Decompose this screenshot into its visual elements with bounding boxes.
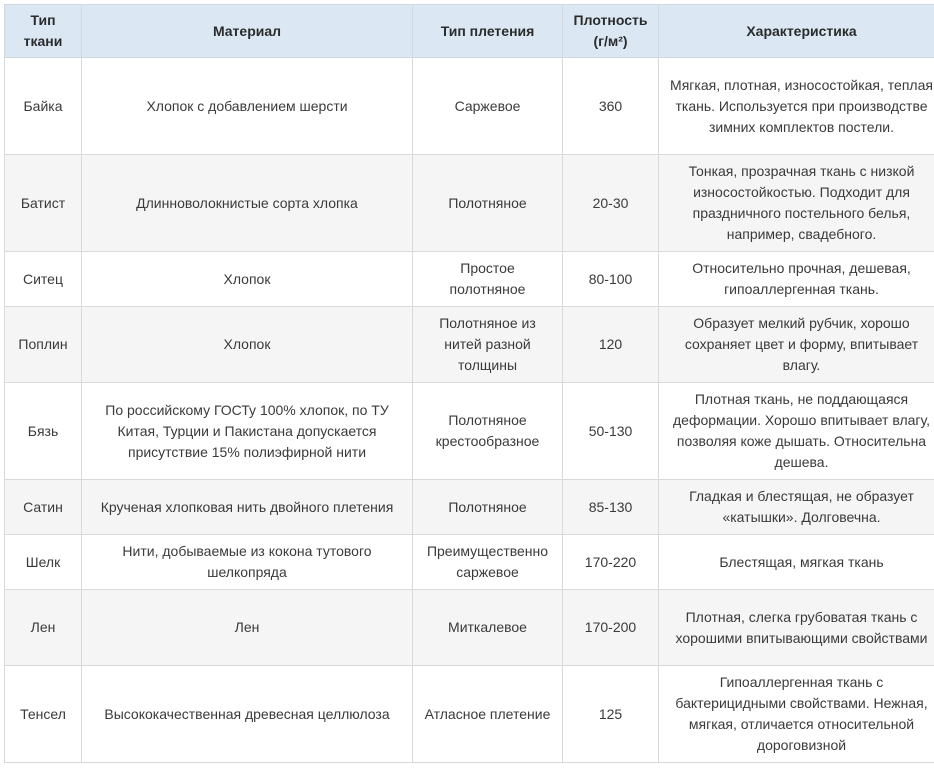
cell-characteristic: Тонкая, прозрачная ткань с низкой износостойкостью. Подходит для праздничного постельного белья, например, свадебного. <box>659 155 934 252</box>
cell-fabric-type: Бязь <box>5 383 82 480</box>
cell-density: 170-220 <box>563 535 659 590</box>
fabric-comparison-table <box>4 4 934 763</box>
cell-density: 120 <box>563 307 659 383</box>
cell-fabric-type: Батист <box>5 155 82 252</box>
cell-weave-type: Атласное плетение <box>413 666 563 763</box>
cell-fabric-type: Сатин <box>5 480 82 535</box>
cell-characteristic: Плотная ткань, не поддающаяся деформации. Хорошо впитывает влагу, позволяя коже дышать. Относительна дешева. <box>659 383 934 480</box>
table-row <box>5 590 934 666</box>
cell-weave-type: Преимущественно саржевое <box>413 535 563 590</box>
cell-material: Нити, добываемые из кокона тутового шелкопряда <box>82 535 413 590</box>
cell-fabric-type: Тенсел <box>5 666 82 763</box>
cell-material: Хлопок <box>82 307 413 383</box>
cell-material: Длинноволокнистые сорта хлопка <box>82 155 413 252</box>
cell-characteristic: Гладкая и блестящая, не образует «катышки». Долговечна. <box>659 480 934 535</box>
table-row <box>5 480 934 535</box>
cell-characteristic: Относительно прочная, дешевая, гипоаллергенная ткань. <box>659 252 934 307</box>
table-body <box>5 58 934 763</box>
table-header <box>5 5 934 58</box>
table-row <box>5 666 934 763</box>
header-density: Плотность (г/м²) <box>563 5 659 58</box>
cell-weave-type: Миткалевое <box>413 590 563 666</box>
cell-fabric-type: Байка <box>5 58 82 155</box>
cell-material: По российскому ГОСТу 100% хлопок, по ТУ Китая, Турции и Пакистана допускается присутствие 15% полиэфирной нити <box>82 383 413 480</box>
header-material: Материал <box>82 5 413 58</box>
cell-density: 80-100 <box>563 252 659 307</box>
header-fabric-type: Тип ткани <box>5 5 82 58</box>
cell-weave-type: Полотняное <box>413 480 563 535</box>
cell-characteristic: Гипоаллергенная ткань с бактерицидными свойствами. Нежная, мягкая, отличается относительной дороговизной <box>659 666 934 763</box>
table-row <box>5 535 934 590</box>
cell-material: Лен <box>82 590 413 666</box>
cell-characteristic: Блестящая, мягкая ткань <box>659 535 934 590</box>
cell-fabric-type: Шелк <box>5 535 82 590</box>
cell-density: 85-130 <box>563 480 659 535</box>
table-row <box>5 155 934 252</box>
cell-weave-type: Простое полотняное <box>413 252 563 307</box>
cell-characteristic: Мягкая, плотная, износостойкая, теплая ткань. Используется при производстве зимних комплектов постели. <box>659 58 934 155</box>
cell-weave-type: Полотняное крестообразное <box>413 383 563 480</box>
cell-fabric-type: Поплин <box>5 307 82 383</box>
cell-density: 360 <box>563 58 659 155</box>
header-weave-type: Тип плетения <box>413 5 563 58</box>
cell-material: Высококачественная древесная целлюлоза <box>82 666 413 763</box>
cell-characteristic: Плотная, слегка грубоватая ткань с хорошими впитывающими свойствами <box>659 590 934 666</box>
header-characteristic: Характеристика <box>659 5 934 58</box>
table-row <box>5 58 934 155</box>
cell-weave-type: Саржевое <box>413 58 563 155</box>
cell-material: Крученая хлопковая нить двойного плетения <box>82 480 413 535</box>
cell-weave-type: Полотняное <box>413 155 563 252</box>
cell-characteristic: Образует мелкий рубчик, хорошо сохраняет цвет и форму, впитывает влагу. <box>659 307 934 383</box>
cell-density: 20-30 <box>563 155 659 252</box>
header-row <box>5 5 934 58</box>
cell-material: Хлопок с добавлением шерсти <box>82 58 413 155</box>
cell-weave-type: Полотняное из нитей разной толщины <box>413 307 563 383</box>
cell-density: 50-130 <box>563 383 659 480</box>
cell-density: 170-200 <box>563 590 659 666</box>
cell-fabric-type: Ситец <box>5 252 82 307</box>
cell-density: 125 <box>563 666 659 763</box>
cell-material: Хлопок <box>82 252 413 307</box>
table-row <box>5 252 934 307</box>
cell-fabric-type: Лен <box>5 590 82 666</box>
table-row <box>5 383 934 480</box>
table-row <box>5 307 934 383</box>
